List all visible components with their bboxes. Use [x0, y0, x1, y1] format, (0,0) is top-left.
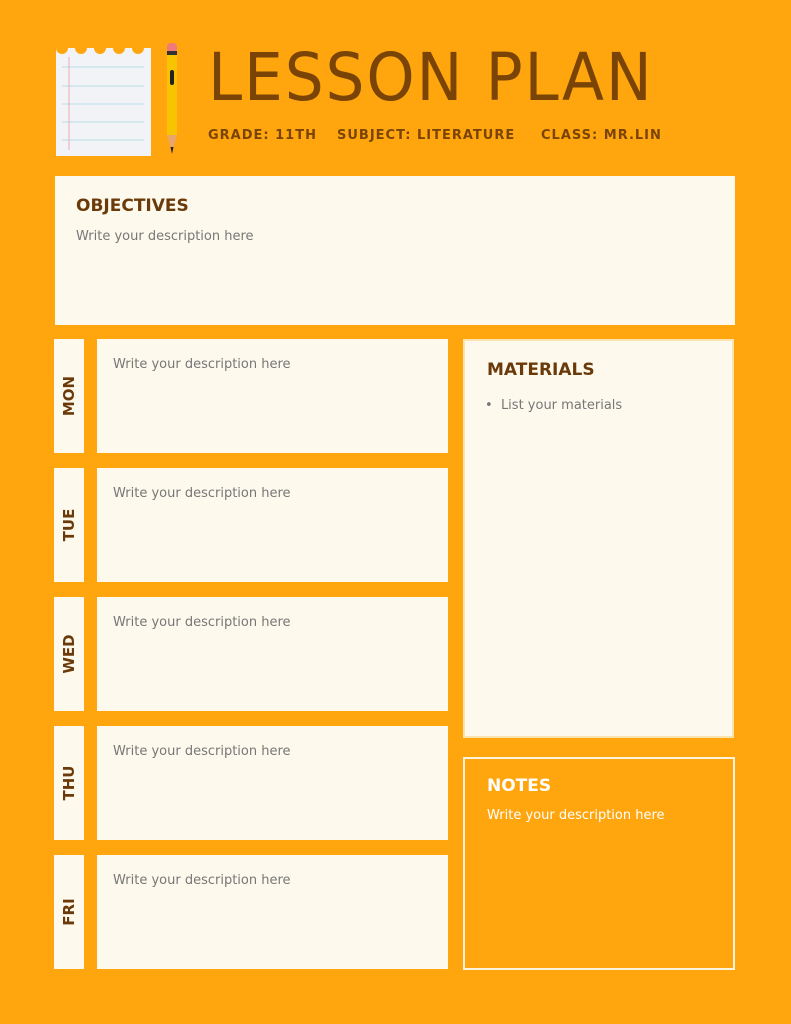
day-label: WED [60, 634, 78, 674]
day-tab-tue [54, 468, 84, 582]
day-text: Write your description here [113, 615, 291, 630]
day-text: Write your description here [113, 744, 291, 759]
notepad-icon [56, 42, 151, 156]
bullet-icon: • [485, 398, 493, 413]
materials-heading: MATERIALS [487, 360, 595, 380]
day-tab-wed [54, 597, 84, 711]
materials-item[interactable] [485, 398, 622, 413]
day-box-thu[interactable] [97, 726, 448, 840]
day-label: TUE [60, 508, 78, 542]
day-box-mon[interactable] [97, 339, 448, 453]
notes-text[interactable]: Write your description here [487, 808, 665, 823]
day-label: FRI [60, 898, 78, 926]
objectives-text[interactable]: Write your description here [76, 229, 254, 244]
day-tab-mon [54, 339, 84, 453]
day-tab-fri [54, 855, 84, 969]
day-box-fri[interactable] [97, 855, 448, 969]
pencil-icon [166, 43, 178, 155]
notes-heading: NOTES [487, 776, 552, 796]
day-text: Write your description here [113, 873, 291, 888]
class-label: CLASS: MR.LIN [541, 128, 662, 143]
day-box-wed[interactable] [97, 597, 448, 711]
day-label: MON [60, 375, 78, 417]
page-title: LESSON PLAN [208, 39, 654, 116]
day-box-tue[interactable] [97, 468, 448, 582]
day-label: THU [60, 765, 78, 801]
day-tab-thu [54, 726, 84, 840]
materials-section [463, 339, 734, 738]
day-text: Write your description here [113, 486, 291, 501]
grade-label: GRADE: 11TH [208, 128, 317, 143]
day-text: Write your description here [113, 357, 291, 372]
materials-item-text: List your materials [500, 398, 623, 413]
objectives-heading: OBJECTIVES [76, 196, 189, 216]
subject-label: SUBJECT: LITERATURE [337, 128, 516, 143]
notes-section [463, 757, 735, 970]
objectives-section [55, 176, 735, 325]
